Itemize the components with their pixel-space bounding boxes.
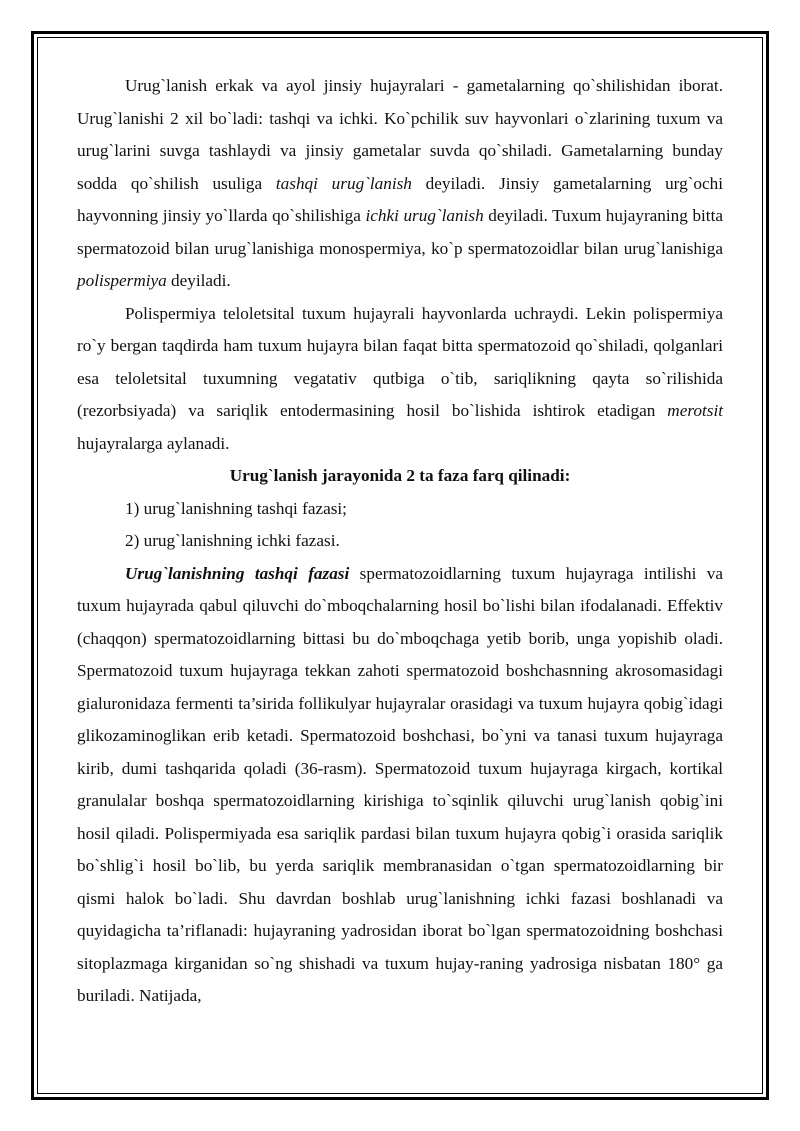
italic-term-external-fertilization: tashqi urug`lanish: [275, 173, 412, 193]
paragraph-fertilization-definition: [77, 70, 723, 298]
italic-term-internal-fertilization: ichki urug`lanish: [365, 206, 484, 225]
document-body: [77, 70, 723, 1013]
bold-italic-term-external-phase: Urug`lanishning tashqi fazasi: [125, 563, 350, 583]
section-heading: Urug`lanish jarayonida 2 ta faza farq qilinadi:: [229, 466, 571, 485]
paragraph-polyspermy: [77, 298, 723, 461]
text-run: deyiladi.: [166, 271, 231, 290]
list-item: 2) urug`lanishning ichki fazasi.: [125, 531, 340, 550]
italic-term-merocyte: merotsit: [667, 401, 723, 420]
text-run: hujayralarga aylanadi.: [77, 433, 230, 453]
text-run: Urug`lanish erkak va ayol jinsiy hujayralari - gametalarning qo`shilishidan iborat. Urug`lanishi 2 xil bo`ladi: tashqi va ichki. Ko`pchilik suv hayvonlari o`zlarining tuxum va urug`larini suvga tashlaydi va jinsiy gametalar suvda qo`shiladi. Gametalarning bunday sodda qo`shilish usuliga: [77, 76, 723, 193]
list-item: 1) urug`lanishning tashqi fazasi;: [125, 498, 347, 518]
text-run: deyiladi. Tuxum hujayraning bitta spermatozoid bilan urug`lanishiga monospermiya, ko`p spermatozoidlar bilan urug`lanishiga: [77, 206, 723, 258]
paragraph-external-phase: [77, 558, 723, 1013]
text-run: deyiladi. Jinsiy gametalarning urg`ochi hayvonning jinsiy yo`llarda qo`shilishiga: [77, 173, 724, 225]
text-run: spermatozoidlarning tuxum hujayraga intilishi va tuxum hujayrada qabul qiluvchi do`mboqchalarning hosil bo`lishi bilan ifodalanadi. Effektiv (chaqqon) spermatozoidlarning bittasi bu do`mboqchaga yetib borib, unga yopishib oladi. Spermatozoid tuxum hujayraga tekkan zahoti spermatozoid boshchasnning akrosomasidagi gialuronidaza fermenti ta’sirida follikulyar hujayralar orasidagi va tuxum hujayra qobig`idagi glikozaminoglikan erib ketadi. Spermatozoid boshchasi, bo`yni va tanasi tuxum hujayraga kirib, dumi tashqarida qoladi (36-rasm). Spermatozoid tuxum hujayraga kirgach, kortikal granulalar boshqa spermatozoidlarning kirishiga to`sqinlik qiluvchi urug`lanish qobig`ini hosil qiladi. Polispermiyada esa sariqlik pardasi bilan tuxum hujayra qobig`i orasida sariqlik bo`shlig`i hosil bo`lib, bu yerda sariqlik membranasidan o`tgan spermatozoidlarning bir qismi halok bo`ladi. Shu davrdan boshlab urug`lanishning ichki fazasi boshlanadi va quyidagicha ta’riflanadi: hujayraning yadrosidan iborat bo`lgan spermatozoidning boshchasi sitoplazmaga kirganidan so`ng shishadi va tuxum hujay-raning yadrosiga nisbatan 180° ga buriladi. Natijada,: [77, 563, 724, 1005]
italic-term-polyspermy: polispermiya: [77, 271, 167, 290]
text-run: Polispermiya teloletsital tuxum hujayrali hayvonlarda uchraydi. Lekin polispermiya ro`y bergan taqdirda ham tuxum hujayra bilan faqat bitta spermatozoid qo`shiladi, qolganlari esa teloletsital tuxumning vegatativ qutbiga o`tib, sariqlikning qayta so`rilishida (rezorbsiyada) va sariqlik entodermasining hosil bo`lishida ishtirok etadigan: [77, 303, 723, 420]
